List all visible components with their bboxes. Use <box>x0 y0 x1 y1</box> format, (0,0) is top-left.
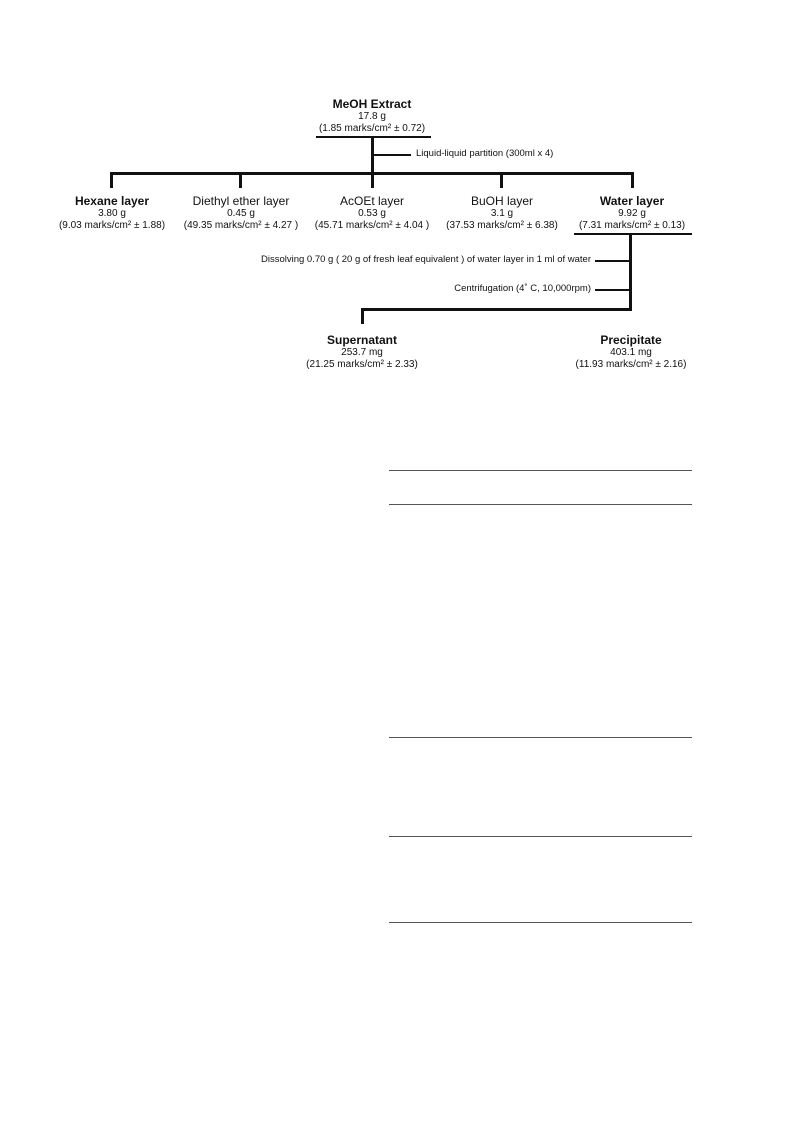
table-rule-section-1 <box>389 737 692 738</box>
table-rule-bottom <box>389 922 692 923</box>
node-name: BuOH layer <box>470 194 534 208</box>
layer-node-buoh <box>440 194 564 232</box>
partition-step-label: Liquid-liquid partition (300ml x 4) <box>416 148 554 159</box>
centrifugation-step-label: Centrifugation (4˚ C, 10,000rpm) <box>454 283 591 294</box>
water-vertical-connector <box>629 234 632 311</box>
node-mass: 3.80 g <box>98 208 126 219</box>
centrifugation-tick <box>595 289 630 291</box>
fraction-node-supernatant <box>298 333 426 371</box>
node-activity: (21.25 marks/cm² ± 2.33) <box>306 359 418 370</box>
layer-node-water <box>570 194 694 232</box>
layer-node-hexane <box>50 194 174 232</box>
partition-tick <box>373 154 411 156</box>
node-name: MeOH Extract <box>332 97 412 111</box>
layer-node-acoet <box>308 194 436 232</box>
node-activity: (9.03 marks/cm² ± 1.88) <box>58 220 166 231</box>
node-mass: 9.92 g <box>618 208 646 219</box>
node-mass: 253.7 mg <box>341 347 383 358</box>
fraction-drop-supernatant <box>361 308 364 324</box>
layer-drop-diethyl-ether <box>239 172 242 188</box>
water-layer-underline <box>574 233 692 235</box>
node-mass: 0.45 g <box>227 208 255 219</box>
table-rule-section-2 <box>389 836 692 837</box>
node-name: Precipitate <box>600 333 662 347</box>
node-activity: (45.71 marks/cm² ± 4.04 ) <box>314 220 430 231</box>
node-name: Supernatant <box>326 333 397 347</box>
table-rule-top <box>389 470 692 471</box>
node-mass: 403.1 mg <box>610 347 652 358</box>
node-activity: (7.31 marks/cm² ± 0.13) <box>578 220 686 231</box>
layer-drop-water <box>631 172 634 188</box>
node-mass: 3.1 g <box>490 208 514 219</box>
node-activity: (1.85 marks/cm² ± 0.72) <box>318 123 426 134</box>
node-activity: (49.35 marks/cm² ± 4.27 ) <box>183 220 299 231</box>
node-name: Water layer <box>599 194 665 208</box>
layer-drop-acoet <box>371 172 374 188</box>
layer-drop-buoh <box>500 172 503 188</box>
fraction-node-precipitate <box>566 333 696 371</box>
table-rule-header <box>389 504 692 505</box>
node-activity: (11.93 marks/cm² ± 2.16) <box>575 359 687 370</box>
dissolving-tick <box>595 260 630 262</box>
node-name: AcOEt layer <box>339 194 405 208</box>
node-activity: (37.53 marks/cm² ± 6.38) <box>446 220 558 231</box>
node-name: Diethyl ether layer <box>192 194 290 208</box>
node-name: Hexane layer <box>74 194 150 208</box>
dissolving-step-label: Dissolving 0.70 g ( 20 g of fresh leaf equivalent ) of water layer in 1 ml of water <box>260 254 591 265</box>
node-mass: 17.8 g <box>358 111 386 122</box>
fractions-horizontal-bar <box>361 308 632 311</box>
layer-node-diethyl-ether <box>176 194 306 232</box>
layer-drop-hexane <box>110 172 113 188</box>
node-mass: 0.53 g <box>358 208 386 219</box>
root-node-meoh-extract <box>312 97 432 135</box>
